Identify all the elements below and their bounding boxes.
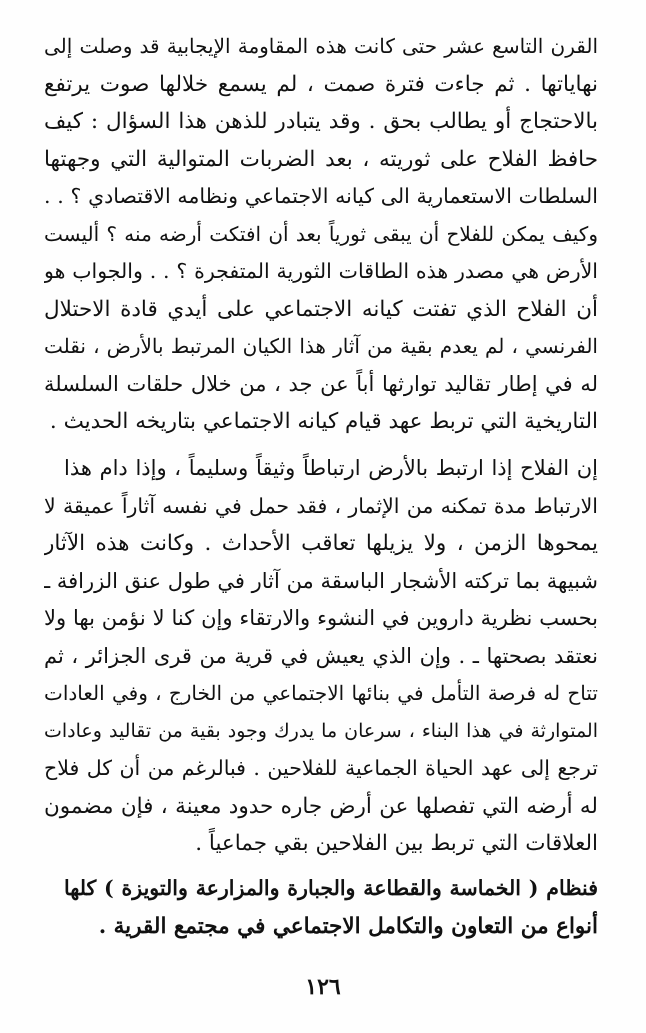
text-line: تتاح له فرصة التأمل في بنائها الاجتماعي من الخارج ، وفي العادات — [44, 681, 598, 705]
text-line: السلطات الاستعمارية الى كيانه الاجتماعي ونظامه الاقتصادي ؟ . . — [44, 184, 598, 208]
text-line: شبيهة بما تركته الأشجار الباسقة من آثار في طول عنق الزرافة ـ — [44, 568, 598, 593]
paragraph-2 — [44, 450, 598, 866]
paragraph-3 — [44, 870, 598, 950]
paragraph-1 — [44, 28, 598, 444]
text-line: له أرضه التي تفصلها عن أرض جاره حدود معينة ، فإن مضمون — [44, 793, 598, 819]
text-line: المتوارثة في هذا البناء ، سرعان ما يدرك وجود بقية من تقاليد وعادات — [44, 719, 598, 742]
text-line: نعتقد بصحتها ـ . وإن الذي يعيش في قرية من قرى الجزائر ، ثم — [44, 643, 598, 668]
text-line: العلاقات التي تربط بين الفلاحين بقي جماعياً . — [195, 831, 598, 856]
text-line: له في إطار تقاليد توارثها أباً عن جد ، من خلال حلقات السلسلة — [44, 371, 598, 396]
text-line: بحسب نظرية داروين في النشوء والارتقاء وإن كنا لا نؤمن بها ولا — [44, 606, 598, 630]
text-line: الأرض هي مصدر هذه الطاقات الثورية المتفجرة ؟ . . والجواب هو — [44, 259, 598, 283]
text-line: أن الفلاح الذي تفتت كيانه الاجتماعي على أيدي قادة الاحتلال — [44, 296, 598, 322]
text-line: حافظ الفلاح على ثوريته ، بعد الضربات المتوالية التي وجهتها — [44, 146, 598, 172]
text-line: القرن التاسع عشر حتى كانت هذه المقاومة الإيجابية قد وصلت إلى — [44, 34, 598, 58]
text-line: بالاحتجاج أو يطالب بحق . وقد يتبادر للذهن هذا السؤال : كيف — [44, 109, 598, 134]
text-line: التاريخية التي تربط عهد قيام كيانه الاجتماعي بتاريخه الحديث . — [49, 409, 598, 434]
text-line: أنواع من التعاون والتكامل الاجتماعي في مجتمع القرية . — [98, 913, 598, 939]
text-line: فنظام ( الخماسة والقطاعة والجبارة والمزارعة والتويزة ) كلها — [64, 876, 598, 900]
text-line: إن الفلاح إذا ارتبط بالأرض ارتباطاً وثيقاً وسليماً ، وإذا دام هذا — [64, 456, 598, 480]
text-line: الفرنسي ، لم يعدم بقية من آثار هذا الكيان المرتبط بالأرض ، نقلت — [44, 334, 598, 358]
text-line: نهاياتها . ثم جاءت فترة صمت ، لم يسمع خلالها صوت يرتفع — [44, 71, 598, 97]
text-line: يمحوها الزمن ، ولا يزيلها تعاقب الأحداث . وكانت هذه الآثار — [44, 531, 598, 556]
page-number: ١٢٦ — [305, 974, 341, 1000]
text-line: الارتباط مدة تمكنه من الإثمار ، فقد حمل في نفسه آثاراً عميقة لا — [44, 493, 598, 518]
text-line: ترجع إلى عهد الحياة الجماعية للفلاحين . فبالرغم من أن كل فلاح — [44, 756, 598, 780]
text-line: وكيف يمكن للفلاح أن يبقى ثورياً بعد أن افتكت أرضه منه ؟ أليست — [44, 221, 598, 246]
